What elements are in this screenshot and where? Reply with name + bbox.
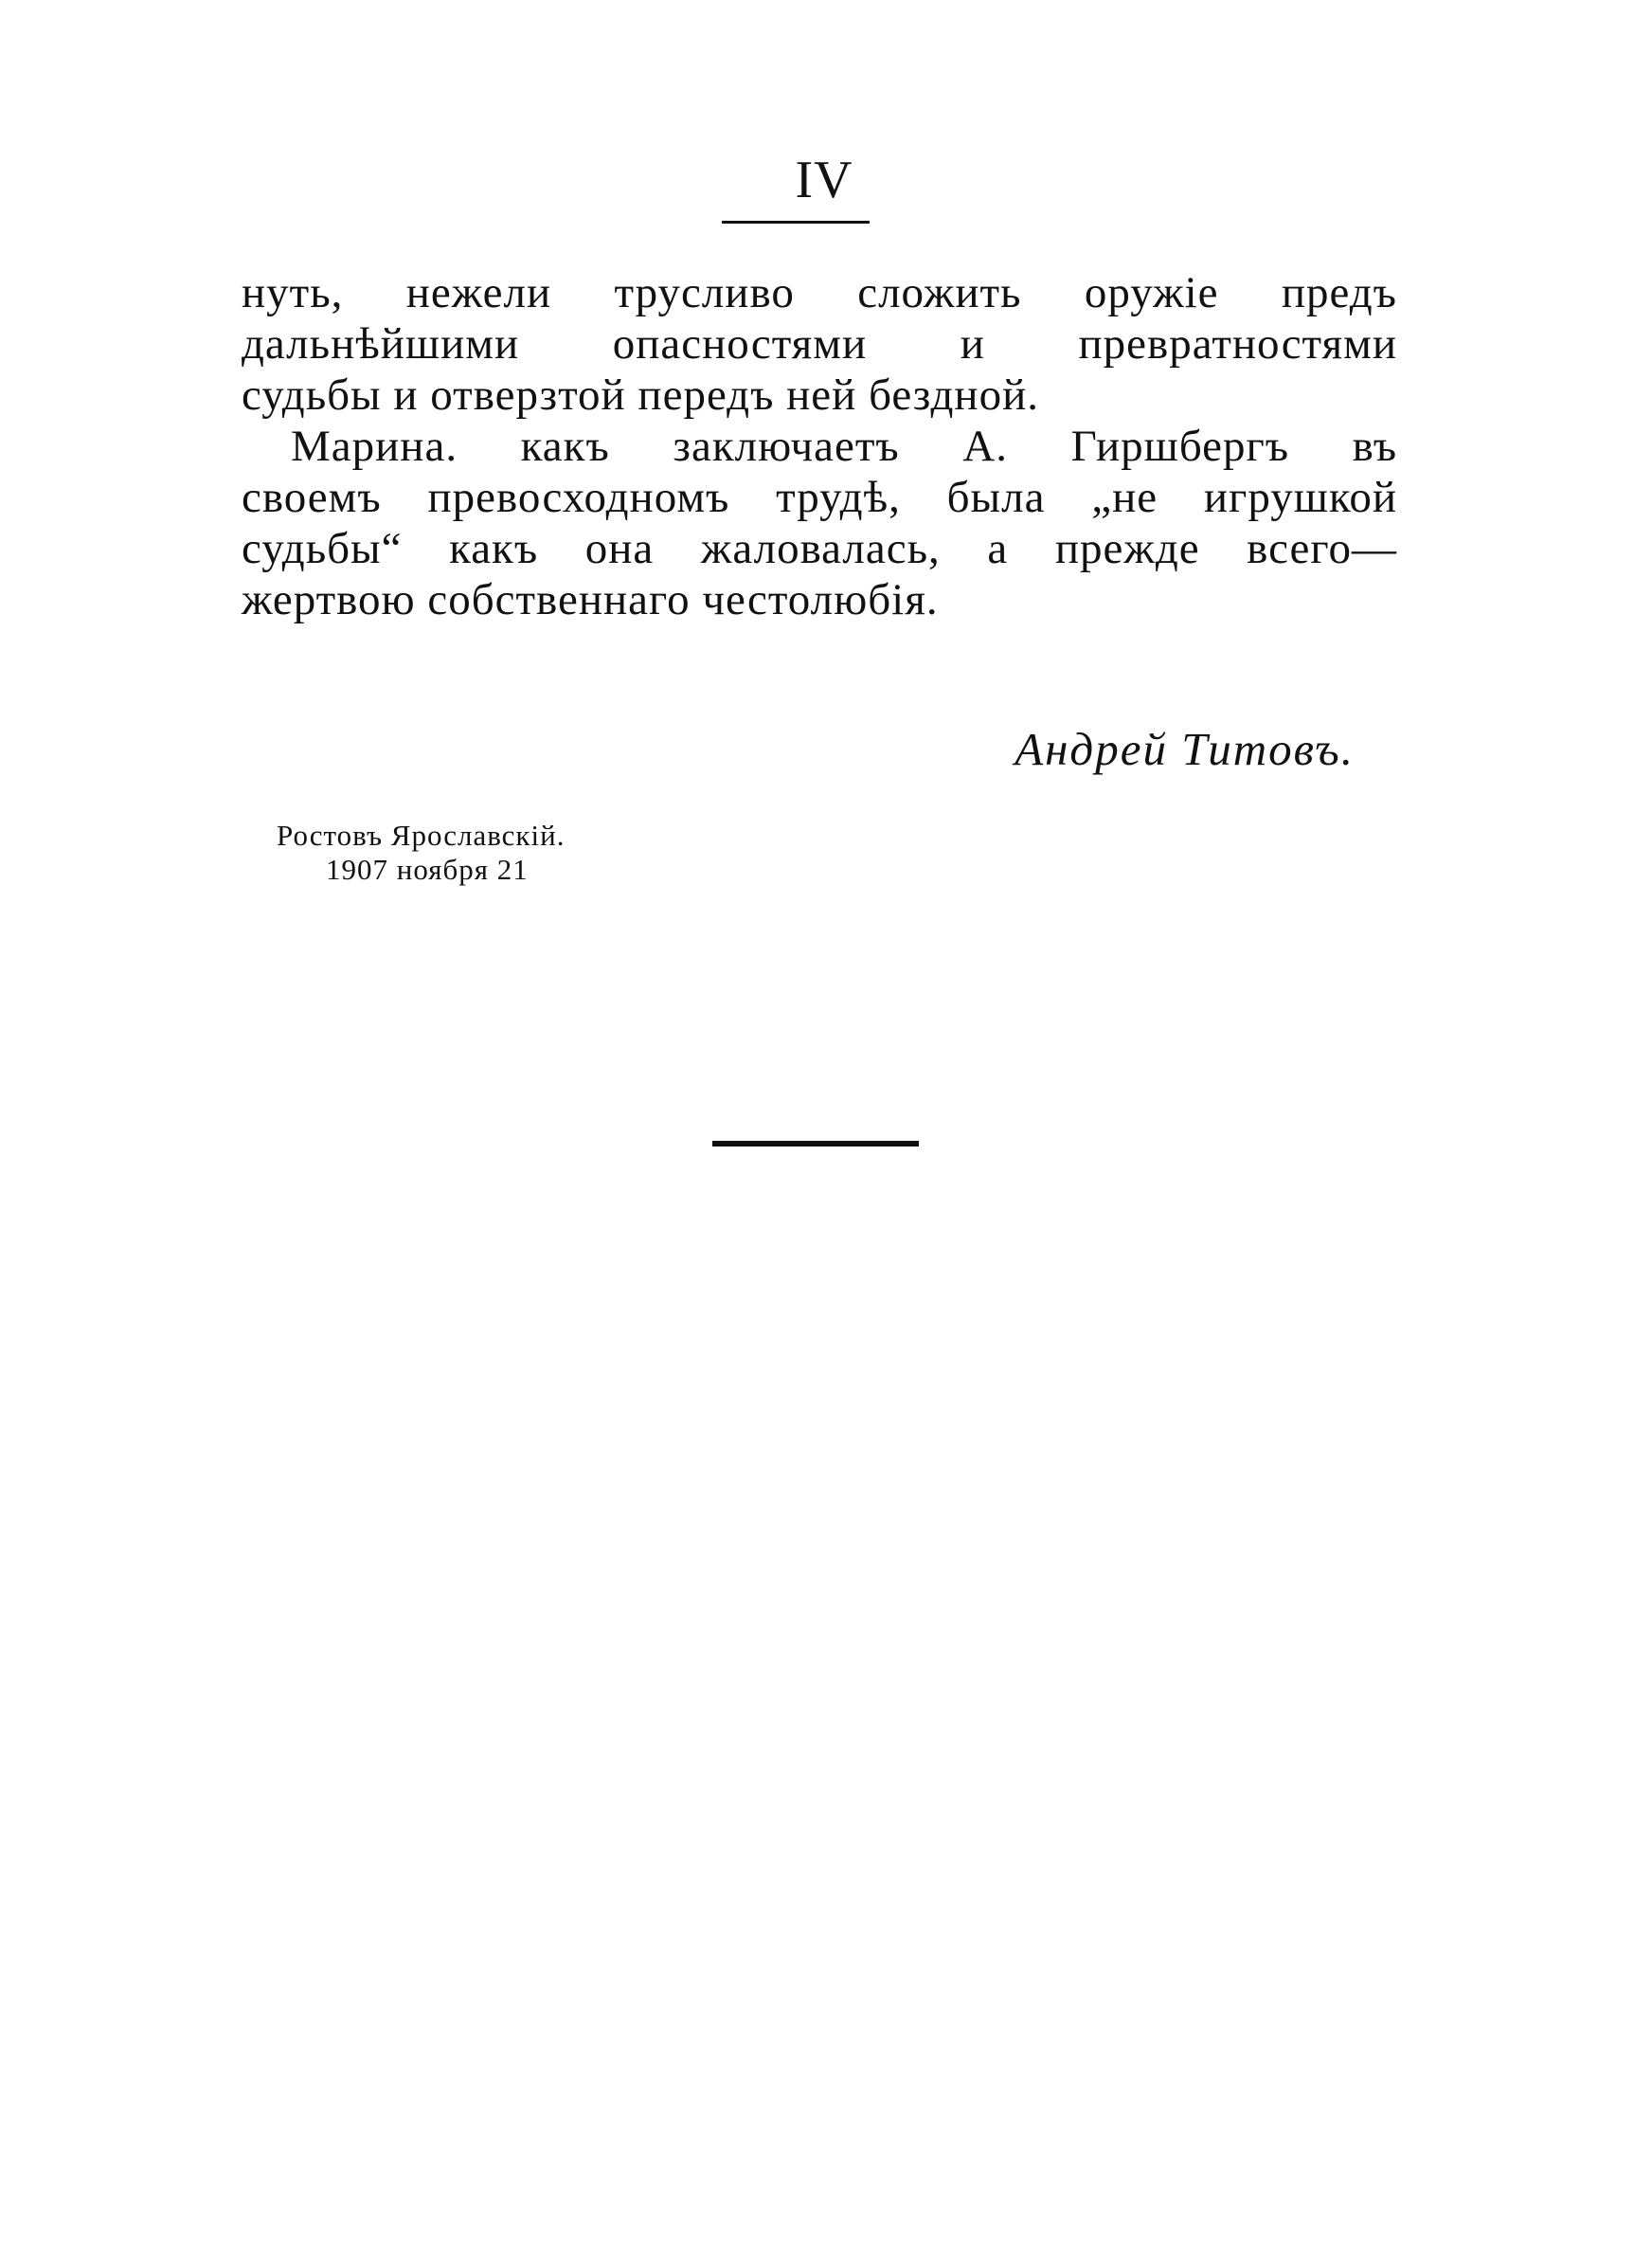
text-line: судьбы и отверзтой передъ ней бездной. (242, 370, 1039, 420)
place-date (277, 819, 565, 887)
text-line: Марина. какъ заключаетъ А. Гиршбергъ въ (291, 422, 1397, 471)
end-rule (712, 1141, 919, 1147)
text-line: жертвою собственнаго честолюбія. (242, 575, 939, 624)
date-line: 1907 ноября 21 (326, 853, 529, 886)
text-line: своемъ превосходномъ трудѣ, была „не игрушкой (242, 473, 1397, 522)
page-number: IV (795, 151, 853, 209)
paragraph-2 (242, 421, 1397, 625)
place-line: Ростовъ Ярославскій. (277, 819, 566, 852)
paragraph-1 (242, 267, 1397, 421)
text-line: дальнѣйшими опасностями и превратностями (242, 319, 1397, 369)
body-text (242, 267, 1397, 625)
author-signature: Андрей Титовъ. (1015, 723, 1355, 775)
text-line: нуть, нежели трусливо сложить оружіе предъ (242, 268, 1397, 317)
text-line: судьбы“ какъ она жаловалась, а прежде всего— (242, 524, 1397, 573)
header-rule (722, 221, 870, 224)
